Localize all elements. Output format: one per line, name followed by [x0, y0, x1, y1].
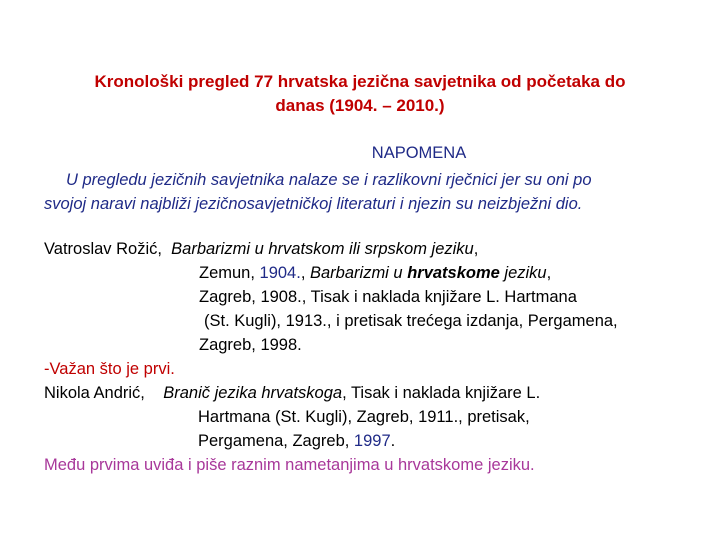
title-line-1: Kronološki pregled 77 hrvatska jezična savjetnika od početaka do — [94, 72, 626, 91]
entry1-line-3: Zagreb, 1908., Tisak i naklada knjižare L. Hartmana — [199, 288, 577, 306]
entry1-line-1 — [44, 237, 720, 261]
entry1-line-5: Zagreb, 1998. — [199, 336, 302, 354]
entry1-line-4: (St. Kugli), 1913., i pretisak trećega izdanja, Pergamena, — [204, 312, 618, 330]
entry1-place1: Zemun, — [199, 264, 260, 282]
entry2-line-2: Hartmana (St. Kugli), Zagreb, 1911., pretisak, — [198, 408, 530, 426]
entry2-year: 1997 — [353, 432, 391, 450]
entry2-line-3 — [44, 429, 720, 453]
note-line-2: svojoj naravi najbliži jezičnosavjetničkoj literaturi i njezin su neizbježni dio. — [44, 195, 583, 213]
entries — [44, 237, 720, 477]
entry1-sep: , — [300, 264, 310, 282]
entry1-author: Vatroslav Rožić, — [44, 240, 162, 258]
note-heading: NAPOMENA — [371, 144, 467, 162]
note-line-1: U pregledu jezičnih savjetnika nalaze se i razlikovni rječnici jer su oni po — [66, 171, 592, 189]
entry1-work1: Barbarizmi u hrvatskom ili srpskom jeziku — [171, 240, 474, 258]
document-title — [30, 70, 690, 118]
entry2-author: Nikola Andrić, — [44, 384, 145, 402]
entry1-comment: -Važan što je prvi. — [44, 360, 175, 378]
note-body — [44, 168, 720, 216]
entry1-line-2 — [44, 261, 720, 285]
entry2-work: Branič jezika hrvatskoga — [163, 384, 343, 402]
entry2-comment: Među prvima uviđa i piše raznim nametanjima u hrvatskome jeziku. — [44, 456, 535, 474]
entry2-line1-rest: , Tisak i naklada knjižare L. — [342, 384, 541, 402]
entry1-comma1: , — [473, 240, 479, 258]
entry1-year1: 1904. — [259, 264, 301, 282]
entry1-work2-c: jeziku — [499, 264, 547, 282]
entry2-line-1 — [44, 381, 720, 405]
entry2-line3-a: Pergamena, Zagreb, — [198, 432, 354, 450]
entry1-work2-b: hrvatskome — [407, 264, 500, 282]
entry1-comma2: , — [546, 264, 552, 282]
entry1-work2-a: Barbarizmi u — [310, 264, 408, 282]
entry2-line3-b: . — [390, 432, 396, 450]
title-line-2: danas (1904. – 2010.) — [275, 96, 445, 115]
